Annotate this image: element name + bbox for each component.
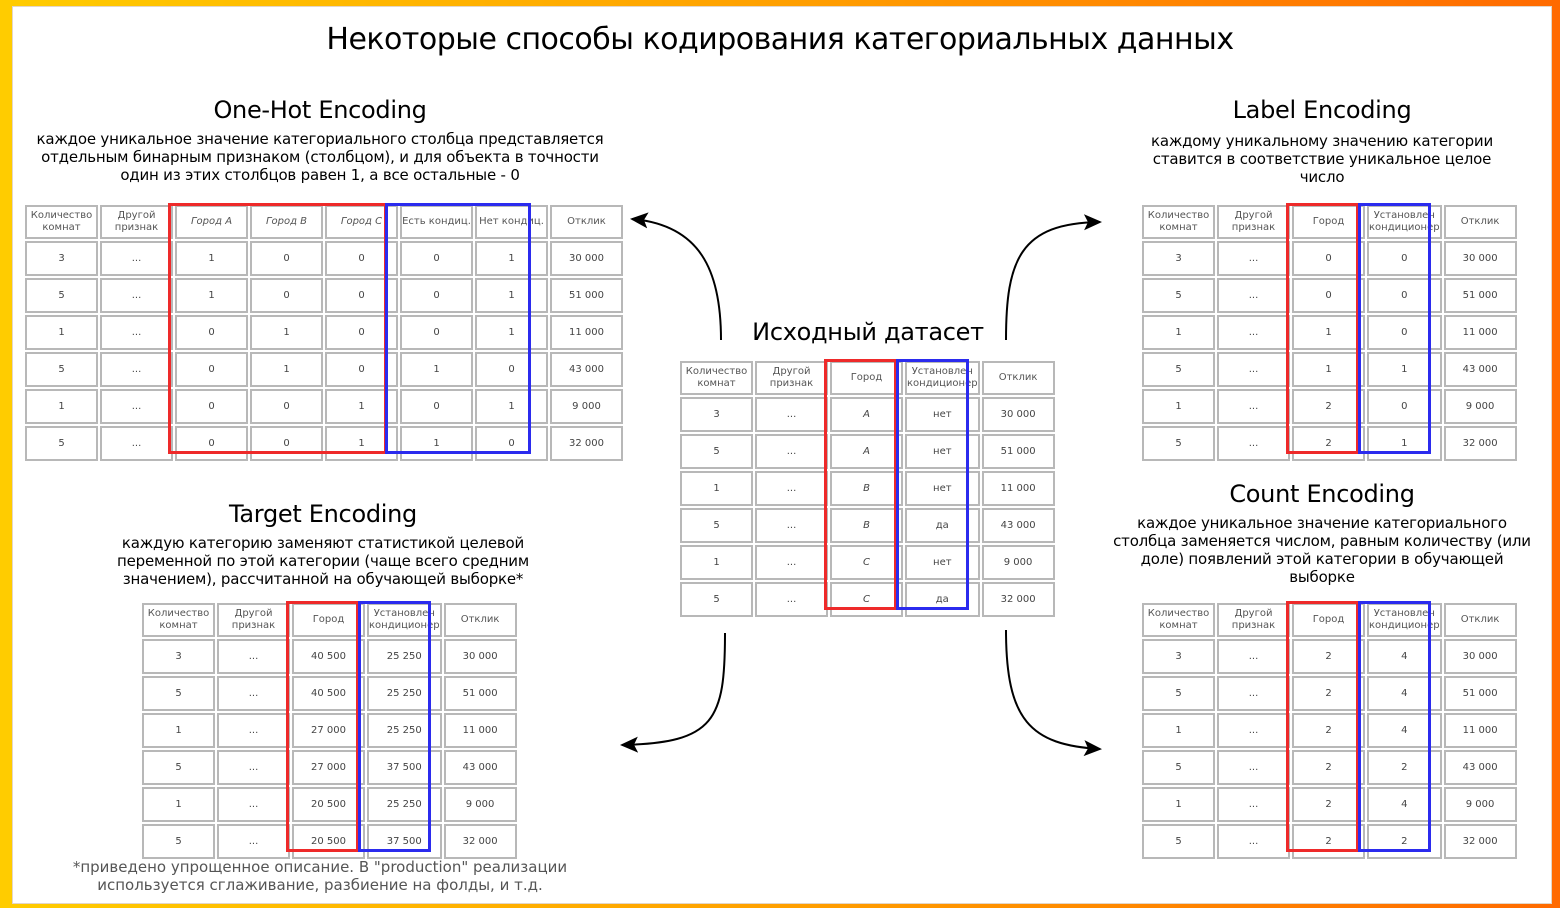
table-cell: ... (100, 426, 173, 461)
table-cell: ... (1217, 352, 1290, 387)
table-cell: 0 (250, 278, 323, 313)
table-cell: 1 (400, 352, 473, 387)
table-cell: 0 (1292, 241, 1365, 276)
table-cell: B (830, 471, 903, 506)
table-cell: ... (755, 471, 828, 506)
table-cell: B (830, 508, 903, 543)
table-cell: 43 000 (444, 750, 517, 785)
column-header: Город B (250, 205, 323, 239)
label-title: Label Encoding (1232, 96, 1412, 124)
page-title: Некоторые способы кодирования категориальных данных (326, 22, 1234, 57)
table-cell: ... (1217, 676, 1290, 711)
column-header: Количество комнат (680, 361, 753, 395)
column-header: Установлен кондиционер (1367, 205, 1442, 239)
table-cell: да (905, 582, 980, 617)
table-cell: 51 000 (1444, 676, 1517, 711)
target-description: каждую категорию заменяют статистикой целевой переменной по этой категории (чаще всего средним значением), рассчитанной на обучающей выборке* (117, 534, 529, 588)
column-header: Другой признак (217, 603, 290, 637)
table-cell: 1 (475, 241, 548, 276)
table-cell: 1 (1142, 389, 1215, 424)
column-header: Установлен кондиционер (367, 603, 442, 637)
table-cell: A (830, 397, 903, 432)
table-cell: 1 (25, 315, 98, 350)
table-cell: 11 000 (1444, 315, 1517, 350)
table-cell: 1 (142, 713, 215, 748)
table-cell: 25 250 (367, 713, 442, 748)
column-header: Количество комнат (142, 603, 215, 637)
table-cell: 11 000 (444, 713, 517, 748)
table-cell: 25 250 (367, 639, 442, 674)
column-header: Установлен кондиционер (1367, 603, 1442, 637)
label-description: каждому уникальному значению категории ставится в соответствие уникальное целое число (1150, 132, 1494, 186)
table-cell: 2 (1292, 713, 1365, 748)
arrow-to-onehot-icon (632, 219, 721, 340)
table-cell: 20 500 (292, 787, 365, 822)
table-cell: 2 (1292, 824, 1365, 859)
table-cell: ... (100, 278, 173, 313)
table-cell: 4 (1367, 713, 1442, 748)
table-cell: ... (1217, 426, 1290, 461)
table-cell: 2 (1367, 824, 1442, 859)
column-header: Количество комнат (1142, 603, 1215, 637)
table-cell: 1 (680, 545, 753, 580)
column-header: Отклик (982, 361, 1055, 395)
table-cell: 0 (250, 426, 323, 461)
onehot-description: каждое уникальное значение категориального столбца представляется отдельным бинарным признаком (столбцом), и для объекта в точности один из этих столбцов равен 1, а все остальные - 0 (36, 130, 604, 184)
onehot-title: One-Hot Encoding (213, 96, 427, 124)
table-cell: 3 (142, 639, 215, 674)
column-header: Другой признак (100, 205, 173, 239)
column-header: Отклик (1444, 603, 1517, 637)
table-cell: 9 000 (1444, 389, 1517, 424)
table-cell: 4 (1367, 787, 1442, 822)
table-cell: 3 (1142, 639, 1215, 674)
table-cell: 0 (475, 352, 548, 387)
table-cell: ... (1217, 315, 1290, 350)
table-cell: 5 (25, 278, 98, 313)
table-cell: ... (217, 787, 290, 822)
table-cell: 1 (250, 352, 323, 387)
table-cell: 1 (1142, 787, 1215, 822)
table-cell: 1 (475, 278, 548, 313)
table-cell: 37 500 (367, 750, 442, 785)
table-cell: 0 (1367, 315, 1442, 350)
table-cell: ... (1217, 639, 1290, 674)
table-cell: ... (1217, 713, 1290, 748)
table-cell: ... (1217, 278, 1290, 313)
table-cell: 0 (250, 389, 323, 424)
table-cell: 0 (1367, 278, 1442, 313)
table-cell: 51 000 (982, 434, 1055, 469)
table-cell: 0 (1292, 278, 1365, 313)
table-cell: C (830, 582, 903, 617)
table-cell: 1 (175, 278, 248, 313)
table-cell: 0 (400, 315, 473, 350)
table-cell: 11 000 (1444, 713, 1517, 748)
arrow-to-count-icon (1006, 630, 1100, 749)
table-cell: 5 (142, 676, 215, 711)
table-cell: 1 (1292, 352, 1365, 387)
table-cell: нет (905, 397, 980, 432)
table-cell: 32 000 (1444, 824, 1517, 859)
table-cell: ... (755, 508, 828, 543)
table-cell: 3 (680, 397, 753, 432)
table-cell: 1 (680, 471, 753, 506)
table-cell: 37 500 (367, 824, 442, 859)
table-cell: 1 (475, 315, 548, 350)
table-cell: 32 000 (550, 426, 623, 461)
table-cell: 32 000 (1444, 426, 1517, 461)
arrow-to-target-icon (622, 633, 725, 745)
table-cell: нет (905, 434, 980, 469)
table-cell: 51 000 (1444, 278, 1517, 313)
table-cell: 0 (325, 278, 398, 313)
table-cell: 0 (175, 426, 248, 461)
table-cell: нет (905, 471, 980, 506)
table-cell: 2 (1292, 750, 1365, 785)
table-cell: да (905, 508, 980, 543)
table-cell: 30 000 (1444, 241, 1517, 276)
table-cell: 0 (325, 315, 398, 350)
table-cell: 43 000 (982, 508, 1055, 543)
table-cell: 27 000 (292, 713, 365, 748)
column-header: Город (292, 603, 365, 637)
table-cell: 0 (175, 352, 248, 387)
table-cell: 1 (325, 426, 398, 461)
table-cell: 5 (680, 434, 753, 469)
table-cell: C (830, 545, 903, 580)
table-cell: 1 (142, 787, 215, 822)
table-cell: 9 000 (550, 389, 623, 424)
table-cell: ... (755, 545, 828, 580)
table-cell: 0 (1367, 389, 1442, 424)
center-title: Исходный датасет (752, 318, 984, 346)
column-header: Другой признак (1217, 205, 1290, 239)
table-cell: 5 (680, 582, 753, 617)
table-cell: ... (100, 241, 173, 276)
table-cell: 2 (1292, 389, 1365, 424)
table-cell: A (830, 434, 903, 469)
table-cell: 0 (400, 389, 473, 424)
table-cell: ... (100, 389, 173, 424)
table-cell: 43 000 (550, 352, 623, 387)
table-cell: 30 000 (444, 639, 517, 674)
table-cell: ... (100, 352, 173, 387)
column-header: Город C (325, 205, 398, 239)
table-cell: 1 (475, 389, 548, 424)
table-cell: 5 (1142, 352, 1215, 387)
table-cell: 43 000 (1444, 750, 1517, 785)
table-cell: 9 000 (1444, 787, 1517, 822)
table-cell: 0 (175, 315, 248, 350)
table-cell: 4 (1367, 676, 1442, 711)
table-cell: 2 (1292, 426, 1365, 461)
table-cell: ... (755, 434, 828, 469)
table-cell: 40 500 (292, 639, 365, 674)
table-cell: 5 (1142, 676, 1215, 711)
table-cell: ... (755, 397, 828, 432)
table-cell: 1 (250, 315, 323, 350)
table-cell: 2 (1292, 676, 1365, 711)
table-cell: 5 (142, 750, 215, 785)
table-cell: 0 (325, 241, 398, 276)
table-cell: ... (1217, 824, 1290, 859)
table-cell: 51 000 (550, 278, 623, 313)
table-cell: 11 000 (550, 315, 623, 350)
table-cell: 1 (175, 241, 248, 276)
table-cell: ... (217, 713, 290, 748)
table-cell: 5 (1142, 426, 1215, 461)
table-cell: 4 (1367, 639, 1442, 674)
table-cell: 5 (1142, 824, 1215, 859)
table-cell: 27 000 (292, 750, 365, 785)
table-cell: 3 (25, 241, 98, 276)
table-cell: ... (217, 676, 290, 711)
table-cell: нет (905, 545, 980, 580)
table-cell: 1 (400, 426, 473, 461)
table-cell: 5 (1142, 750, 1215, 785)
column-header: Нет кондиц. (475, 205, 548, 239)
table-cell: 51 000 (444, 676, 517, 711)
table-cell: 30 000 (982, 397, 1055, 432)
table-cell: 1 (1367, 426, 1442, 461)
table-cell: 0 (175, 389, 248, 424)
column-header: Отклик (1444, 205, 1517, 239)
table-cell: 43 000 (1444, 352, 1517, 387)
table-cell: 5 (142, 824, 215, 859)
table-cell: 1 (325, 389, 398, 424)
count-description: каждое уникальное значение категориального столбца заменяется числом, равным количеству (или доле) появлений этой категории в обучающей выборке (1113, 514, 1531, 586)
column-header: Другой признак (755, 361, 828, 395)
table-cell: 0 (475, 426, 548, 461)
table-cell: 1 (1367, 352, 1442, 387)
table-cell: 0 (250, 241, 323, 276)
arrow-to-label-icon (1006, 222, 1100, 340)
table-cell: 5 (1142, 278, 1215, 313)
table-cell: 0 (325, 352, 398, 387)
table-cell: 32 000 (982, 582, 1055, 617)
table-cell: ... (217, 750, 290, 785)
table-cell: 0 (400, 241, 473, 276)
table-cell: 1 (25, 389, 98, 424)
table-cell: 5 (680, 508, 753, 543)
table-cell: ... (100, 315, 173, 350)
column-header: Отклик (444, 603, 517, 637)
column-header: Отклик (550, 205, 623, 239)
column-header: Установлен кондиционер (905, 361, 980, 395)
table-cell: ... (755, 582, 828, 617)
column-header: Город (1292, 205, 1365, 239)
table-cell: 0 (400, 278, 473, 313)
table-cell: 25 250 (367, 787, 442, 822)
table-cell: 9 000 (444, 787, 517, 822)
table-cell: 20 500 (292, 824, 365, 859)
table-cell: ... (1217, 241, 1290, 276)
table-cell: ... (217, 824, 290, 859)
table-cell: 9 000 (982, 545, 1055, 580)
table-cell: 2 (1292, 639, 1365, 674)
table-cell: 32 000 (444, 824, 517, 859)
column-header: Другой признак (1217, 603, 1290, 637)
table-cell: 2 (1367, 750, 1442, 785)
table-cell: 2 (1292, 787, 1365, 822)
table-cell: 1 (1142, 713, 1215, 748)
target-footnote: *приведено упрощенное описание. В "production" реализации используется сглаживание, разбиение на фолды, и т.д. (72, 858, 568, 894)
table-cell: 0 (1367, 241, 1442, 276)
table-cell: 5 (25, 352, 98, 387)
column-header: Город A (175, 205, 248, 239)
column-header: Есть кондиц. (400, 205, 473, 239)
table-cell: 25 250 (367, 676, 442, 711)
table-cell: ... (1217, 389, 1290, 424)
column-header: Город (1292, 603, 1365, 637)
table-cell: 1 (1142, 315, 1215, 350)
target-title: Target Encoding (229, 500, 417, 528)
table-cell: 30 000 (1444, 639, 1517, 674)
table-cell: 40 500 (292, 676, 365, 711)
count-title: Count Encoding (1229, 480, 1415, 508)
column-header: Город (830, 361, 903, 395)
table-cell: 3 (1142, 241, 1215, 276)
column-header: Количество комнат (25, 205, 98, 239)
table-cell: ... (1217, 750, 1290, 785)
table-cell: 30 000 (550, 241, 623, 276)
table-cell: 1 (1292, 315, 1365, 350)
table-cell: ... (217, 639, 290, 674)
table-cell: ... (1217, 787, 1290, 822)
table-cell: 11 000 (982, 471, 1055, 506)
table-cell: 5 (25, 426, 98, 461)
column-header: Количество комнат (1142, 205, 1215, 239)
